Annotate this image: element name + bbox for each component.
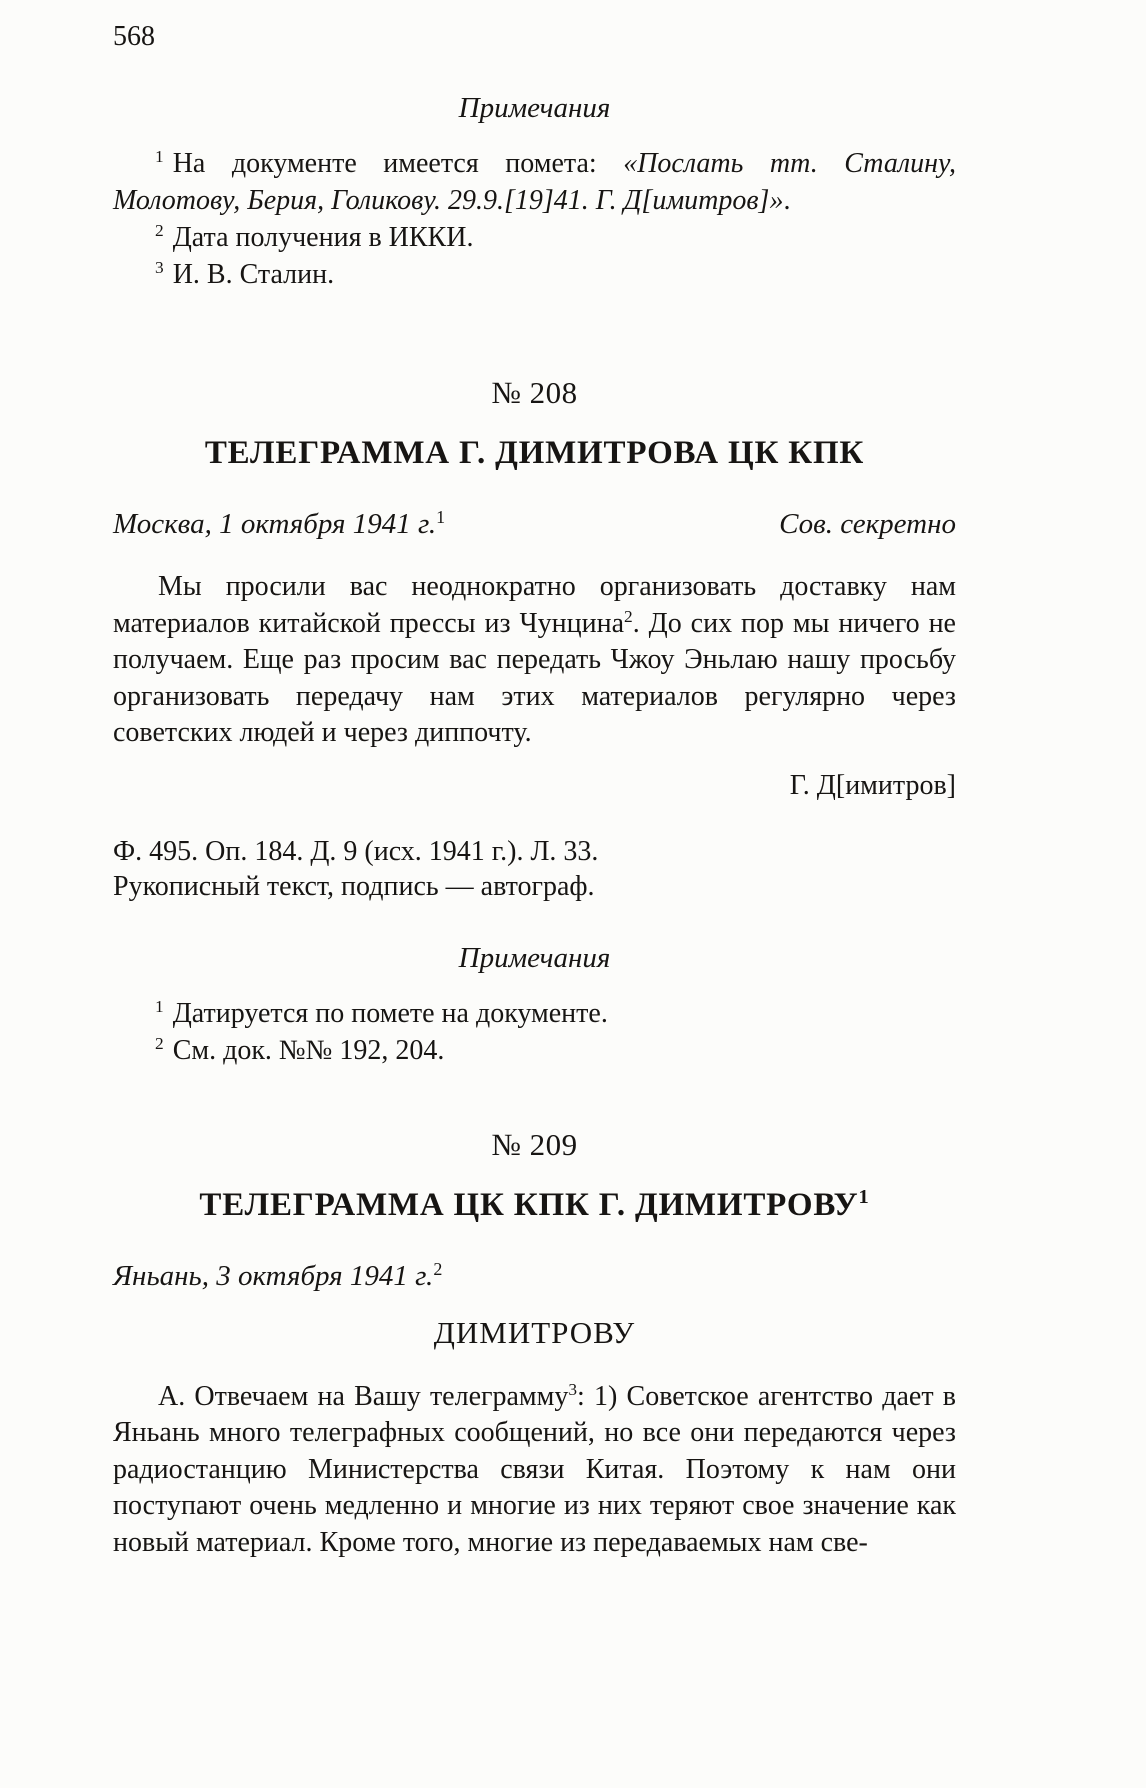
footnote-text: Дата получения в ИККИ. xyxy=(172,222,474,253)
page-number: 568 xyxy=(113,21,155,52)
document-number: № 209 xyxy=(491,1126,578,1162)
footnote-marker: 3 xyxy=(155,258,164,278)
footnote-item xyxy=(113,256,956,293)
dateline: Яньань, 3 октября 1941 г.$^2$ xyxy=(113,1258,443,1292)
footnotes-list xyxy=(113,145,956,293)
dateline-row xyxy=(113,508,956,541)
body-paragraph: А. Отвечаем на Вашу телеграмму$^3$: 1) Советское агентство дает в Яньань много телеграфных сообщений, но все они передаются через радиостанцию Министерства связи Китая. Поэтому к нам они поступают очень медленно и многие из них теряют свое значение как новый материал. Кроме того, многие из передаваемых нам све- xyxy=(113,1379,956,1558)
footnote-marker: 1 xyxy=(155,996,164,1016)
dateline: Москва, 1 октября 1941 г.$^1$ xyxy=(113,507,446,540)
footnote-marker: 2 xyxy=(155,221,164,241)
notes-heading: Примечания xyxy=(458,941,611,974)
document-title: ТЕЛЕГРАММА Г. ДИМИТРОВА ЦК КПК xyxy=(204,435,865,471)
footnote-item xyxy=(113,1032,956,1069)
footnote-text: См. док. №№ 192, 204. xyxy=(172,1034,445,1066)
addressee-line: ДИМИТРОВУ xyxy=(433,1314,636,1350)
signature: Г. Д[имитров] xyxy=(789,769,956,801)
footnote-text: Датируется по помете на документе. xyxy=(172,997,608,1029)
archive-note: Рукописный текст, подпись — автограф. xyxy=(113,870,595,902)
footnote-item xyxy=(113,219,956,256)
classification-label: Сов. секретно xyxy=(779,508,956,540)
footnote-marker: 1 xyxy=(155,147,164,167)
document-208 xyxy=(113,375,956,1069)
footnotes-list xyxy=(113,995,956,1069)
document-number: № 208 xyxy=(491,375,578,410)
footnote-text: На документе имеется помета: «Послать тт. Сталину, Молотову, Берия, Голикову. 29.9.[19]41. Г. Д[имитров]». xyxy=(113,148,956,216)
footnote-item xyxy=(113,145,956,219)
footnote-marker: 2 xyxy=(155,1033,164,1053)
body-paragraph: Мы просили вас неоднократно организовать доставку нам материалов китайской прессы из Чунцина$^2$. До сих пор мы ничего не получаем. Еще раз просим вас передать Чжоу Эньлаю нашу просьбу организовать передачу нам этих материалов регулярно через советских людей и через диппочту. xyxy=(113,571,956,748)
footnotes-section-top xyxy=(113,92,956,293)
archive-reference-block xyxy=(113,834,956,904)
footnote-text: И. В. Сталин. xyxy=(172,259,335,290)
document-209 xyxy=(113,1127,956,1562)
footnote-item xyxy=(113,995,956,1032)
notes-heading: Примечания xyxy=(458,92,611,124)
document-title: ТЕЛЕГРАММА ЦК КПК Г. ДИМИТРОВУ$^1$ xyxy=(199,1186,870,1223)
archive-reference: Ф. 495. Оп. 184. Д. 9 (исх. 1941 г.). Л. 33. xyxy=(113,835,599,867)
